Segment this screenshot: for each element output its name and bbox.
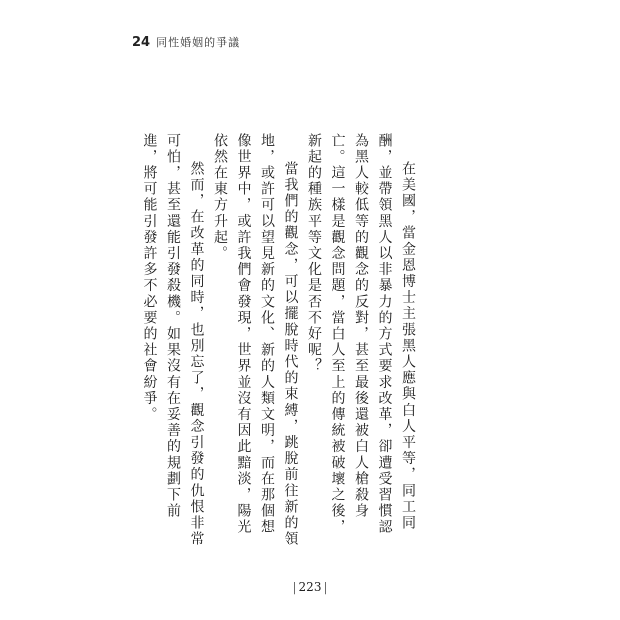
paragraph: 然而，在改革的同時，也別忘了，觀念引發的仇恨非常可怕，甚至還能引發殺機。如果沒有在妥善的規劃下前進，將可能引發許多不必要的社會紛爭。 <box>141 133 205 548</box>
paragraph: 當我們的觀念，可以擺脫時代的束縛，跳脫前往新的領地，或許可以望見新的文化、新的人類文明，而在那個想像世界中，或許我們會發現，世界並沒有因此黯淡，陽光依然在東方升起。 <box>212 133 299 548</box>
body-text <box>141 133 419 548</box>
page-number-value: 223 <box>298 580 322 594</box>
book-title: 同性婚姻的爭議 <box>156 36 241 49</box>
paragraph: 在美國，當金恩博士主張黑人應與白人平等，同工同酬，並帶領黑人以非暴力的方式要求改革，卻遭受習慣認為黑人較低等的觀念的反對，甚至最後還被白人槍殺身亡。這一樣是觀念問題，當白人至上的傳統被破壞之後，新起的種族平等文化是否不好呢？ <box>306 133 416 536</box>
chapter-number: 24 <box>132 35 151 50</box>
page-number <box>0 580 620 594</box>
page-number-bar-right: | <box>323 580 328 594</box>
page-number-bar-left: | <box>292 580 297 594</box>
running-header <box>132 34 240 50</box>
